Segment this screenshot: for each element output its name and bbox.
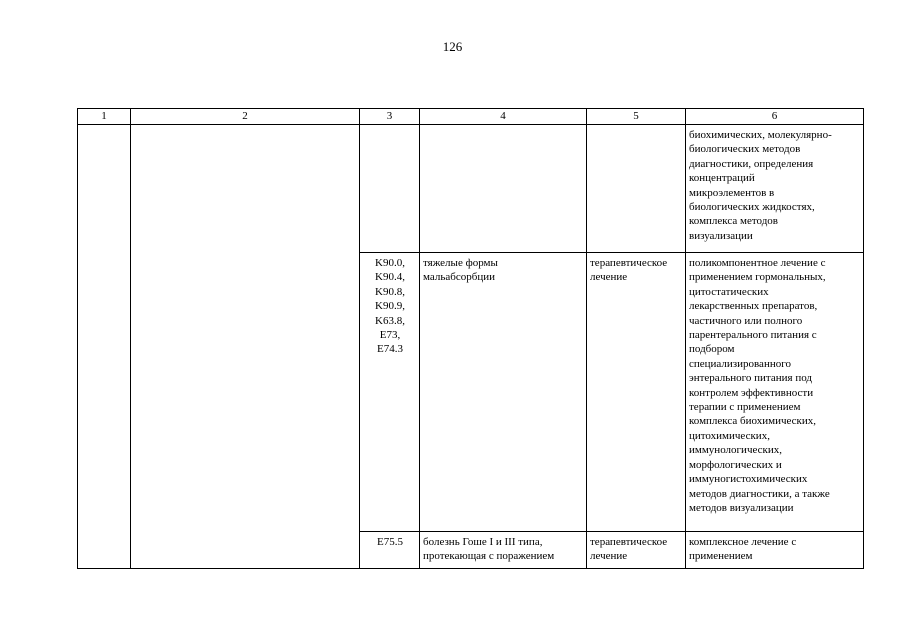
treatment-type-cell [587,532,686,569]
methods-line: методов визуализации [689,501,794,514]
methods-cell [686,532,864,569]
methods-line: применением гормональных, [689,271,826,284]
code-item: K90.8, [375,285,405,298]
column-header-6: 6 [686,109,864,125]
methods-line: цитостатических [689,285,769,298]
methods-line: комплекса методов [689,215,778,228]
condition-line: мальабсорбции [423,271,495,284]
condition-line: протекающая с поражением [423,550,555,563]
codes-cell [360,125,420,253]
code-item: K63.8, [375,314,405,327]
methods-line: морфологических и [689,458,782,471]
methods-line: визуализации [689,229,753,242]
codes-cell [360,532,420,569]
code-item: E73, [379,329,401,342]
column-header-5: 5 [587,109,686,125]
methods-line: комплекса биохимических, [689,415,817,428]
code-item: E74.3 [377,343,403,356]
code-item: K90.9, [375,300,405,313]
methods-line: энтерального питания под [689,372,813,385]
methods-line: контролем эффективности [689,386,814,399]
methods-line: иммуногистохимических [689,473,808,486]
methods-cell [686,125,864,253]
methods-line: иммунологических, [689,444,782,457]
methods-line: биологических жидкостях, [689,201,815,214]
treatment-type-line: лечение [590,271,628,284]
treatment-type-line: терапевтическое [590,536,668,548]
methods-line: биохимических, молекулярно- [689,129,832,141]
column-header-2: 2 [131,109,360,125]
methods-line: применением [689,550,753,563]
column-header-4: 4 [420,109,587,125]
methods-cell [686,253,864,532]
treatment-type-cell [587,125,686,253]
treatment-type-cell [587,253,686,532]
methods-line: частичного или полного [689,314,803,327]
methods-line: терапии с применением [689,401,801,414]
methods-line: подбором [689,343,735,356]
treatment-type-line: терапевтическое [590,257,668,269]
code-item: E75.5 [377,536,403,548]
column-header-1: 1 [78,109,131,125]
treatment-type-line: лечение [590,550,628,563]
methods-line: цитохимических, [689,429,770,442]
methods-line: парентерального питания с [689,329,817,342]
methods-line: микроэлементов в [689,186,775,199]
methods-line: биологических методов [689,143,801,156]
methods-line: диагностики, определения [689,157,814,170]
column-header-3: 3 [360,109,420,125]
condition-cell [420,532,587,569]
methods-line: концентраций [689,172,755,185]
condition-cell [420,253,587,532]
condition-line: тяжелые формы [423,257,498,269]
condition-line: болезнь Гоше I и III типа, [423,536,543,548]
code-item: K90.0, [375,257,405,269]
methods-line: лекарственных препаратов, [689,300,818,313]
page-number: 126 [442,39,463,54]
methods-line: методов диагностики, а также [689,487,830,500]
col1-cell [78,125,131,569]
codes-cell [360,253,420,532]
code-item: K90.4, [375,271,405,284]
condition-cell [420,125,587,253]
col2-cell [131,125,360,569]
medical-care-table [77,108,864,569]
table-row [78,125,864,253]
methods-line: поликомпонентное лечение с [689,257,826,269]
methods-line: специализированного [689,357,791,370]
table-header-row [78,109,864,125]
methods-line: комплексное лечение с [689,536,797,548]
